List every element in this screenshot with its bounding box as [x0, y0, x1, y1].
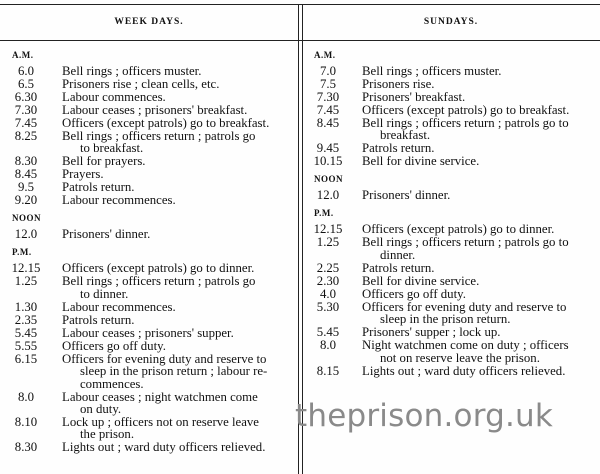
- description-line: Patrols return.: [362, 141, 435, 156]
- schedule-time: 4.0: [320, 286, 336, 301]
- section-label: A.M.: [314, 50, 336, 60]
- description-line: not on reserve leave the prison.: [380, 350, 540, 365]
- schedule-time: 9.5: [18, 180, 34, 195]
- schedule-description: [362, 65, 501, 77]
- description-line: Prisoners' breakfast.: [362, 90, 466, 104]
- schedule-description: [62, 104, 247, 116]
- description-line: Prisoners' dinner.: [362, 188, 451, 203]
- schedule-description: [62, 194, 176, 206]
- description-line: Labour commences.: [62, 90, 166, 104]
- header-rule: [0, 40, 600, 41]
- schedule-time: 8.15: [316, 363, 340, 378]
- schedule-description: [362, 288, 466, 300]
- description-line: Labour ceases ; prisoners' supper.: [62, 325, 234, 340]
- section-label: P.M.: [314, 208, 334, 219]
- description-line: sleep in the prison return ; labour re-: [80, 364, 268, 379]
- description-line: Bell rings ; officers return ; patrols go: [62, 129, 256, 143]
- schedule-description: [62, 65, 201, 77]
- description-line: Bell for divine service.: [362, 154, 480, 169]
- schedule-description: [62, 228, 150, 240]
- watermark: theprison.org.uk: [295, 398, 554, 434]
- schedule-time: 1.25: [316, 235, 340, 250]
- schedule-description: [62, 168, 104, 180]
- description-line: Officers for evening duty and reserve to: [62, 351, 267, 366]
- schedule-time: 5.45: [14, 325, 38, 340]
- description-line: Labour ceases ; prisoners' breakfast.: [62, 103, 248, 117]
- schedule-time: 7.30: [316, 90, 340, 104]
- schedule-description: [362, 326, 500, 338]
- schedule-description: [362, 155, 479, 167]
- schedule-description: [62, 353, 267, 390]
- schedule-time: 7.30: [14, 103, 38, 117]
- schedule-time: 12.0: [316, 188, 340, 203]
- schedule-description: [362, 236, 569, 261]
- schedule-time: 12.0: [14, 227, 38, 242]
- schedule-time: 6.0: [18, 64, 34, 78]
- description-line: Night watchmen come on duty ; officers: [362, 338, 569, 353]
- description-line: Bell rings ; officers return ; patrols go: [62, 274, 256, 289]
- weekdays-title: WEEK DAYS.: [114, 17, 184, 27]
- description-line: to breakfast.: [80, 141, 144, 156]
- schedule-time: 2.35: [14, 312, 38, 327]
- section-label: P.M.: [12, 247, 32, 258]
- description-line: breakfast.: [380, 128, 431, 143]
- schedule-time: 7.45: [316, 103, 340, 117]
- schedule-time: 5.45: [316, 325, 340, 340]
- description-line: Officers go off duty.: [362, 286, 466, 301]
- schedule-description: [362, 142, 435, 154]
- schedule-time: 1.30: [14, 299, 38, 314]
- description-line: Bell for divine service.: [362, 273, 480, 288]
- description-line: dinner.: [380, 247, 416, 262]
- description-line: Lights out ; ward duty officers relieved.: [362, 363, 566, 378]
- schedule-description: [62, 78, 219, 90]
- schedule-description: [362, 78, 435, 90]
- schedule-time: 8.30: [14, 440, 38, 455]
- schedule-description: [62, 301, 176, 313]
- schedule-description: [62, 327, 234, 339]
- schedule-description: [62, 275, 255, 300]
- schedule-time: 8.0: [320, 338, 336, 353]
- schedule-description: [62, 340, 166, 352]
- description-line: Patrols return.: [62, 180, 135, 195]
- description-line: Bell rings ; officers muster.: [362, 64, 502, 78]
- sundays-title: SUNDAYS.: [423, 17, 479, 27]
- schedule-description: [62, 391, 258, 416]
- description-line: Officers (except patrols) go to breakfast.: [62, 116, 270, 130]
- schedule-description: [362, 262, 435, 274]
- schedule-time: 2.30: [316, 273, 340, 288]
- schedule-time: 6.30: [14, 90, 38, 104]
- schedule-description: [362, 223, 554, 235]
- schedule-time: 7.45: [14, 116, 38, 130]
- description-line: Patrols return.: [362, 260, 435, 275]
- schedule-description: [62, 314, 135, 326]
- description-line: Prisoners' dinner.: [62, 227, 151, 242]
- description-line: Bell for prayers.: [62, 154, 146, 169]
- description-line: Officers (except patrols) go to dinner.: [362, 222, 555, 237]
- schedule-description: [62, 262, 254, 274]
- schedule-description: [62, 416, 259, 441]
- description-line: Prisoners' supper ; lock up.: [362, 325, 501, 340]
- description-line: Patrols return.: [62, 312, 135, 327]
- schedule-description: [362, 339, 569, 364]
- description-line: Officers for evening duty and reserve to: [362, 299, 567, 314]
- schedule-description: [62, 441, 265, 453]
- description-line: Bell rings ; officers return ; patrols go to: [362, 235, 569, 250]
- description-line: Lights out ; ward duty officers relieved.: [62, 440, 266, 455]
- schedule-time: 7.0: [320, 64, 336, 78]
- description-line: on duty.: [80, 402, 122, 416]
- description-line: Prayers.: [62, 167, 104, 182]
- schedule-time: 10.15: [313, 154, 343, 169]
- schedule-time: 9.20: [14, 193, 38, 208]
- schedule-description: [62, 117, 269, 129]
- section-label: NOON: [314, 174, 343, 185]
- description-line: the prison.: [80, 427, 135, 442]
- schedule-description: [362, 104, 569, 116]
- description-line: Bell rings ; officers return ; patrols go to: [362, 116, 569, 130]
- schedule-description: [362, 365, 565, 377]
- description-line: Prisoners rise.: [362, 77, 435, 91]
- schedule-time: 12.15: [313, 222, 343, 237]
- schedule-time: 1.25: [14, 274, 38, 289]
- schedule-description: [362, 91, 465, 103]
- schedule-time: 8.10: [14, 415, 38, 429]
- schedule-description: [62, 91, 166, 103]
- schedule-description: [62, 130, 255, 155]
- schedule-time: 5.55: [14, 338, 38, 353]
- schedule-description: [362, 189, 450, 201]
- description-line: Labour recommences.: [62, 299, 176, 314]
- schedule-time: 7.5: [320, 77, 336, 91]
- schedule-description: [62, 155, 146, 167]
- schedule-time: 6.15: [14, 351, 38, 366]
- schedule-time: 12.15: [11, 261, 41, 276]
- description-line: Bell rings ; officers muster.: [62, 64, 202, 78]
- schedule-description: [362, 117, 569, 142]
- section-label: A.M.: [12, 50, 34, 60]
- description-line: Prisoners rise ; clean cells, etc.: [62, 77, 220, 91]
- description-line: Officers go off duty.: [62, 338, 166, 353]
- section-label: NOON: [12, 213, 41, 224]
- description-line: Lock up ; officers not on reserve leave: [62, 415, 259, 429]
- schedule-time: 8.0: [18, 389, 34, 404]
- description-line: Labour ceases ; night watchmen come: [62, 389, 258, 404]
- description-line: Officers (except patrols) go to dinner.: [62, 261, 255, 276]
- schedule-description: [362, 301, 566, 326]
- schedule-time: 5.30: [316, 299, 340, 314]
- schedule-description: [362, 275, 479, 287]
- schedule-time: 8.30: [14, 154, 38, 169]
- schedule-time: 2.25: [316, 260, 340, 275]
- description-line: to dinner.: [80, 286, 129, 301]
- schedule-time: 8.45: [316, 116, 340, 130]
- schedule-description: [62, 181, 135, 193]
- description-line: Officers (except patrols) go to breakfast.: [362, 103, 570, 117]
- schedule-time: 8.45: [14, 167, 38, 182]
- description-line: sleep in the prison return.: [380, 312, 511, 327]
- top-rule: [0, 4, 600, 5]
- schedule-time: 9.45: [316, 141, 340, 156]
- schedule-time: 6.5: [18, 77, 34, 91]
- description-line: commences.: [80, 376, 144, 391]
- schedule-time: 8.25: [14, 129, 38, 143]
- description-line: Labour recommences.: [62, 193, 176, 208]
